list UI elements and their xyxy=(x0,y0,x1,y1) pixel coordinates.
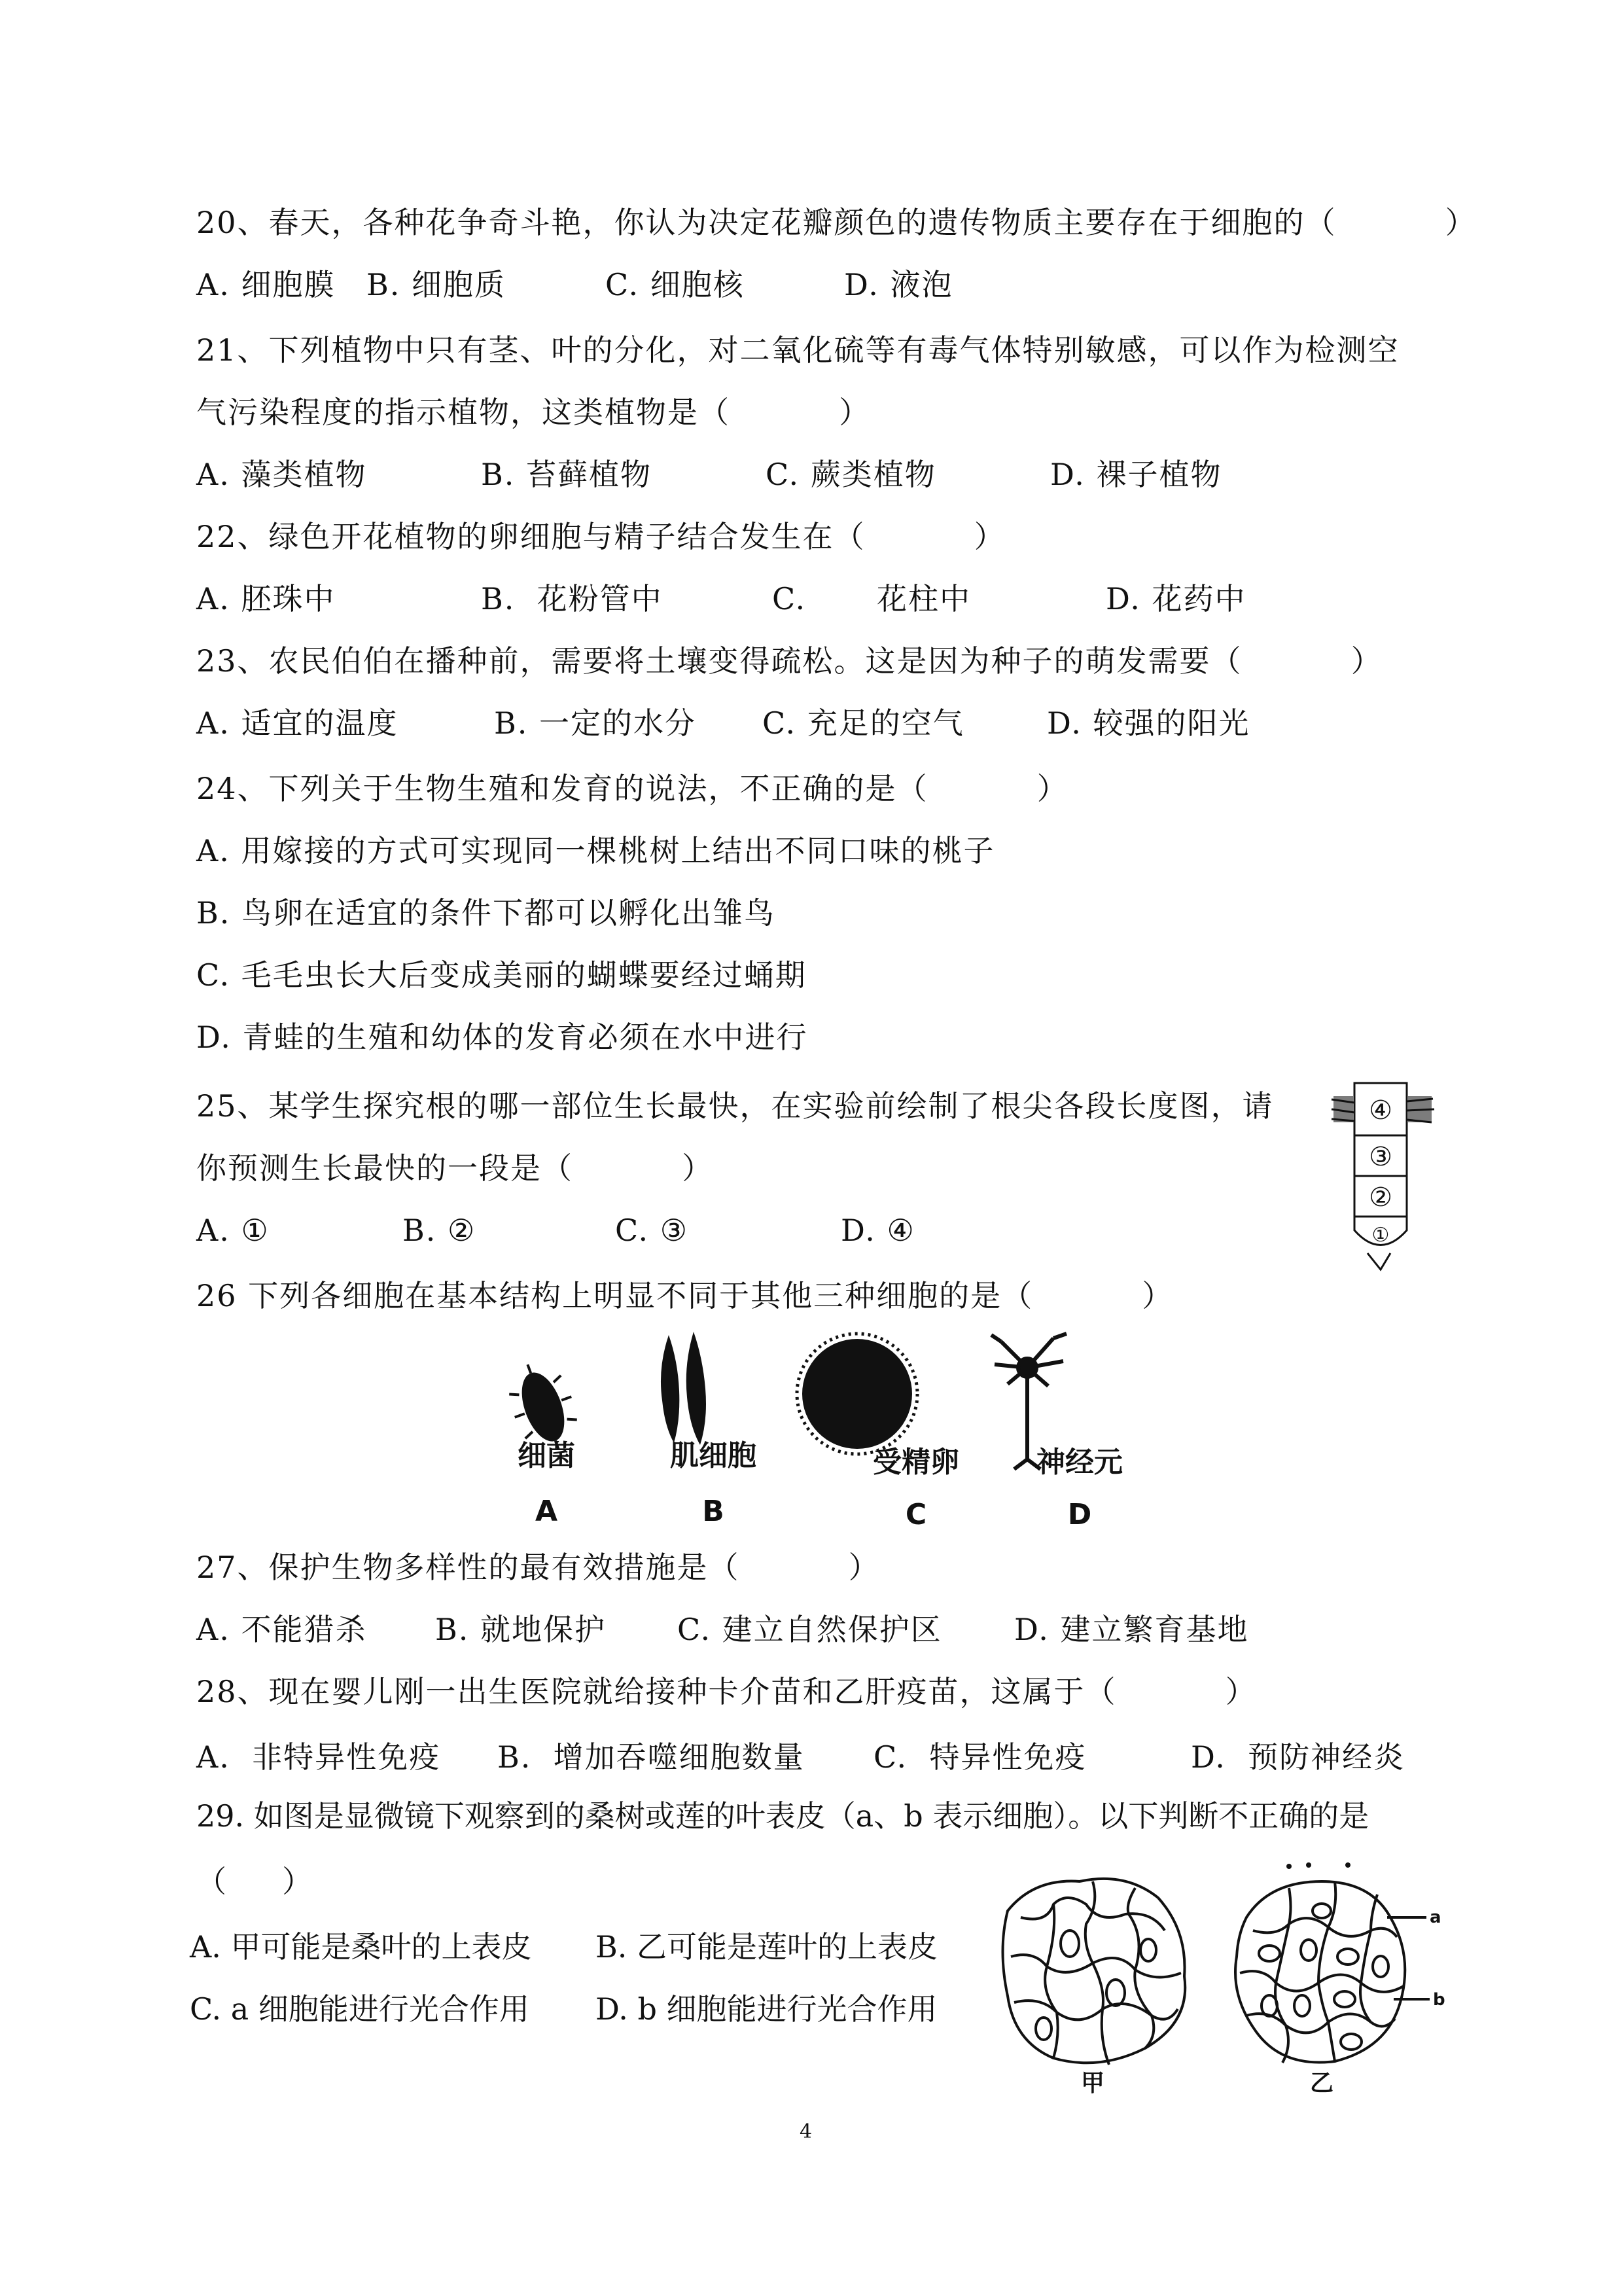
leaf-epidermis-figure xyxy=(995,1852,1466,2097)
q22-option-a: A. 胚珠中 xyxy=(196,581,336,616)
q25-option-b: B. ② xyxy=(402,1213,476,1248)
q23-option-a: A. 适宜的温度 xyxy=(196,705,398,741)
q22-option-c-text: 花柱中 xyxy=(877,581,971,616)
q25-option-d: D. ④ xyxy=(841,1213,915,1248)
q23-stem: 23、农民伯伯在播种前，需要将土壤变得疏松。这是因为种子的萌发需要（ ） xyxy=(196,643,1383,679)
root-tip-figure xyxy=(1328,1070,1439,1273)
q27-option-a: A. 不能猎杀 xyxy=(196,1612,367,1647)
root-label-3: ③ xyxy=(1369,1142,1392,1172)
q21-option-d: D. 裸子植物 xyxy=(1050,457,1222,492)
q29-option-c: C. a 细胞能进行光合作用 xyxy=(190,1991,529,2027)
q23-option-c: C. 充足的空气 xyxy=(762,705,964,741)
q21-option-c: C. 蕨类植物 xyxy=(766,457,936,492)
cell-name-a: 细菌 xyxy=(518,1439,575,1472)
epidermis-right-label: 乙 xyxy=(1309,2070,1334,2097)
q22-option-b: B. 花粉管中 xyxy=(481,581,663,616)
q22-stem: 22、绿色开花植物的卵细胞与精子结合发生在（ ） xyxy=(196,519,1006,554)
q24-option-a: A. 用嫁接的方式可实现同一棵桃树上结出不同口味的桃子 xyxy=(196,833,995,868)
epidermis-left-label: 甲 xyxy=(1080,2070,1105,2097)
q25-stem-line1: 25、某学生探究根的哪一部位生长最快，在实验前绘制了根尖各段长度图，请 xyxy=(196,1088,1274,1124)
cell-letter-a: A xyxy=(535,1495,558,1528)
cell-name-b: 肌细胞 xyxy=(670,1439,756,1472)
fertilized-egg-drawing xyxy=(797,1334,917,1454)
q20-option-c: C. 细胞核 xyxy=(605,267,745,302)
q21-stem-line1: 21、下列植物中只有茎、叶的分化，对二氧化硫等有毒气体特别敏感，可以作为检测空 xyxy=(196,332,1400,368)
q23-options xyxy=(196,703,1505,743)
q28-option-a: A. 非特异性免疫 xyxy=(196,1739,441,1775)
q20-option-d: D. 液泡 xyxy=(844,267,953,302)
q25-options xyxy=(196,1211,1309,1250)
root-label-2: ② xyxy=(1369,1183,1392,1213)
cell-name-c: 受精卵 xyxy=(873,1446,959,1479)
q23-option-b: B. 一定的水分 xyxy=(494,705,697,741)
q24-option-b: B. 鸟卵在适宜的条件下都可以孵化出雏鸟 xyxy=(196,895,776,931)
q22-option-c-label: C. xyxy=(772,581,807,616)
q26-stem: 26 下列各细胞在基本结构上明显不同于其他三种细胞的是（ ） xyxy=(196,1278,1174,1313)
muscle-cell-drawing xyxy=(661,1332,706,1445)
q28-option-d: D. 预防神经炎 xyxy=(1191,1739,1405,1775)
q20-options xyxy=(196,265,1505,304)
epidermis-left-drawing xyxy=(1003,1879,1186,2065)
q20-stem: 20、春天，各种花争奇斗艳，你认为决定花瓣颜色的遗传物质主要存在于细胞的（ ） xyxy=(196,205,1477,240)
q20-option-b: B. 细胞质 xyxy=(366,267,506,302)
root-label-4: ④ xyxy=(1369,1095,1392,1126)
epidermis-right-drawing xyxy=(1235,1881,1430,2063)
q23-option-d: D. 较强的阳光 xyxy=(1047,705,1250,741)
q28-options xyxy=(196,1737,1505,1777)
q27-stem: 27、保护生物多样性的最有效措施是（ ） xyxy=(196,1550,880,1585)
q21-stem-line2: 气污染程度的指示植物，这类植物是（ ） xyxy=(196,395,871,430)
q27-option-d: D. 建立繁育基地 xyxy=(1014,1612,1249,1647)
q29-stem-line2: （ ） xyxy=(196,1864,314,1899)
q24-option-d: D. 青蛙的生殖和幼体的发育必须在水中进行 xyxy=(196,1020,808,1055)
q25-option-a: A. ① xyxy=(196,1213,270,1248)
cell-letter-d: D xyxy=(1067,1498,1092,1531)
q28-option-c: C. 特异性免疫 xyxy=(874,1739,1087,1775)
q27-option-b: B. 就地保护 xyxy=(435,1612,607,1647)
q21-options xyxy=(196,455,1505,494)
q29-option-b: B. 乙可能是莲叶的上表皮 xyxy=(595,1929,938,1965)
page-number: 4 xyxy=(800,2120,813,2143)
cell-name-d: 神经元 xyxy=(1036,1446,1123,1479)
q28-stem: 28、现在婴儿刚一出生医院就给接种卡介苗和乙肝疫苗，这属于（ ） xyxy=(196,1674,1257,1709)
q29-stem-line1: 29. 如图是显微镜下观察到的桑树或莲的叶表皮（a、b 表示细胞）。以下判断不正确的是 xyxy=(196,1798,1369,1834)
cell-letter-c: C xyxy=(905,1498,927,1531)
q22-options xyxy=(196,579,1505,618)
q29-option-d: D. b 细胞能进行光合作用 xyxy=(595,1991,938,2027)
q24-stem: 24、下列关于生物生殖和发育的说法，不正确的是（ ） xyxy=(196,771,1068,806)
q29-option-a: A. 甲可能是桑叶的上表皮 xyxy=(190,1929,532,1965)
epidermis-label-a: a xyxy=(1430,1908,1441,1927)
q27-option-c: C. 建立自然保护区 xyxy=(677,1612,942,1647)
root-label-1: ① xyxy=(1371,1224,1390,1247)
q21-option-b: B. 苔藓植物 xyxy=(481,457,652,492)
epidermis-label-b: b xyxy=(1433,1990,1445,2010)
q25-option-c: C. ③ xyxy=(615,1213,689,1248)
q20-option-a: A. 细胞膜 xyxy=(196,267,336,302)
q25-stem-line2: 你预测生长最快的一段是（ ） xyxy=(196,1150,714,1186)
q22-option-d: D. 花药中 xyxy=(1106,581,1246,616)
q28-option-b: B. 增加吞噬细胞数量 xyxy=(497,1739,805,1775)
q24-option-c: C. 毛毛虫长大后变成美丽的蝴蝶要经过蛹期 xyxy=(196,957,807,993)
cell-letter-b: B xyxy=(702,1495,724,1528)
q21-option-a: A. 藻类植物 xyxy=(196,457,367,492)
q27-options xyxy=(196,1610,1505,1649)
